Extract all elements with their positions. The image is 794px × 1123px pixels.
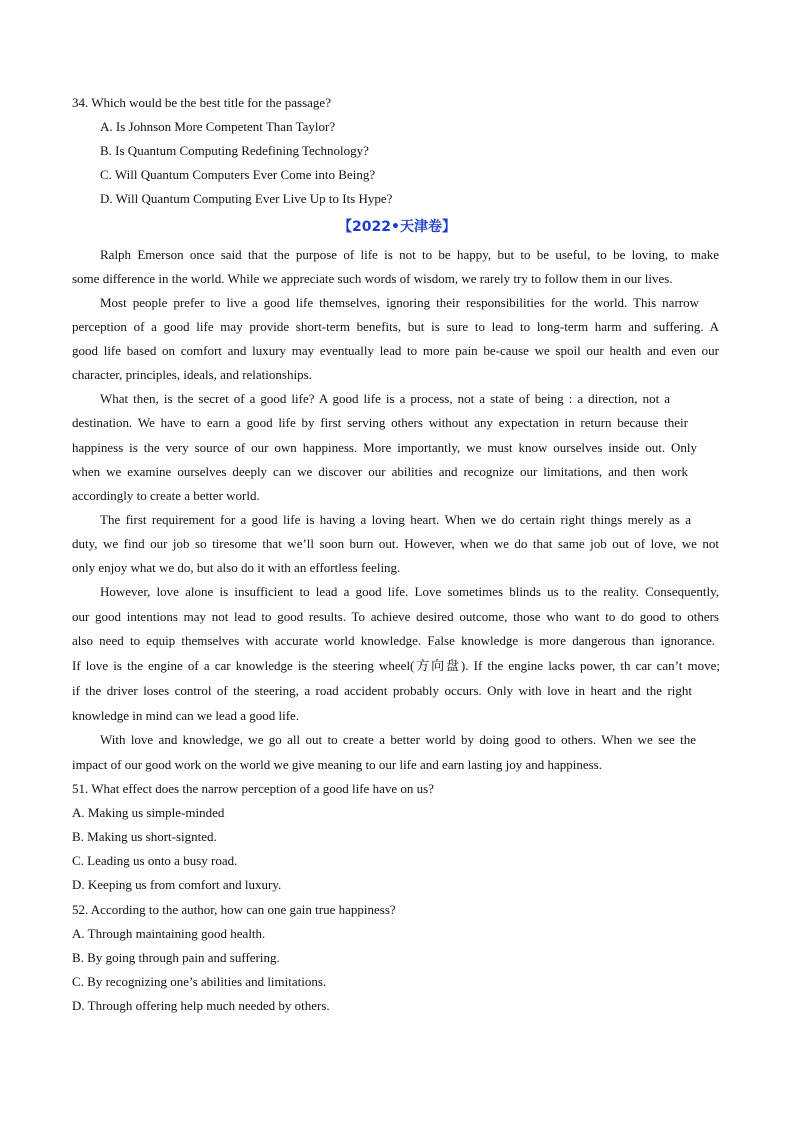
passage-line: What then, is the secret of a good life? A good life is a process, not a state of being : a direction, not a	[100, 391, 670, 406]
q34-stem: 34. Which would be the best title for the passage?	[72, 95, 331, 110]
passage-line: accordingly to create a better world.	[72, 488, 260, 503]
passage-line: Most people prefer to live a good life themselves, ignoring their responsibilities for the world. This narrow	[100, 295, 699, 310]
passage-line: impact of our good work on the world we give meaning to our life and earn lasting joy and happiness.	[72, 757, 602, 772]
q52-stem: 52. According to the author, how can one gain true happiness?	[72, 902, 396, 917]
q51-stem: 51. What effect does the narrow perception of a good life have on us?	[72, 781, 434, 796]
passage-line: However, love alone is insufficient to lead a good life. Love sometimes blinds us to the reality. Consequently,	[100, 584, 719, 599]
passage-line: good life based on comfort and luxury may eventually lead to more pain be-cause we spoil our health and even our	[72, 343, 719, 358]
passage-line: our good intentions may not lead to good results. To achieve desired outcome, those who want to do good to others	[72, 609, 719, 624]
q52-option-a: A. Through maintaining good health.	[72, 926, 266, 941]
q52-option-b: B. By going through pain and suffering.	[72, 950, 280, 965]
passage-line: If love is the engine of a car knowledge is the steering wheel(方向盘). If the engine lacks power, th car can’t move;	[72, 658, 720, 673]
q51-option-c: C. Leading us onto a busy road.	[72, 853, 238, 868]
passage-line: only enjoy what we do, but also do it with an effortless feeling.	[72, 560, 401, 575]
section-heading: 【2022•天津卷】	[338, 219, 456, 235]
passage-line: also need to equip themselves with accurate world knowledge. False knowledge is more dangerous than ignorance.	[72, 633, 715, 648]
passage-line: character, principles, ideals, and relationships.	[72, 367, 312, 382]
passage-line: perception of a good life may provide short-term benefits, but is sure to lead to long-term harm and suffering. A	[72, 319, 719, 334]
q34-option-b: B. Is Quantum Computing Redefining Technology?	[100, 143, 369, 158]
q51-option-d: D. Keeping us from comfort and luxury.	[72, 877, 282, 892]
passage-line: duty, we find our job so tiresome that we’ll soon burn out. However, when we do that same job out of love, we not	[72, 536, 719, 551]
q34-option-a: A. Is Johnson More Competent Than Taylor?	[100, 119, 336, 134]
passage-line: With love and knowledge, we go all out to create a better world by doing good to others. When we see the	[100, 732, 696, 747]
passage-line: when we examine ourselves deeply can we discover our abilities and recognize our limitations, and then work	[72, 464, 688, 479]
passage-line: happiness is the very source of our own happiness. More importantly, we must know ourselves inside out. Only	[72, 440, 697, 455]
q52-option-c: C. By recognizing one’s abilities and limitations.	[72, 974, 327, 989]
passage-line: destination. We have to earn a good life by first serving others without any expectation in return because their	[72, 415, 688, 430]
q51-option-a: A. Making us simple-minded	[72, 805, 225, 820]
passage-line: Ralph Emerson once said that the purpose of life is not to be happy, but to be useful, to be loving, to make	[100, 247, 719, 262]
q34-option-d: D. Will Quantum Computing Ever Live Up to Its Hype?	[100, 191, 393, 206]
passage-line: if the driver loses control of the steering, a road accident probably occurs. Only with love in heart and the right	[72, 683, 692, 698]
passage-line: some difference in the world. While we appreciate such words of wisdom, we rarely try to follow them in our lives.	[72, 271, 673, 286]
passage-line: The first requirement for a good life is having a loving heart. When we do certain right things merely as a	[100, 512, 691, 527]
q51-option-b: B. Making us short-signted.	[72, 829, 217, 844]
passage-line: knowledge in mind can we lead a good life.	[72, 708, 300, 723]
q34-option-c: C. Will Quantum Computers Ever Come into Being?	[100, 167, 376, 182]
q52-option-d: D. Through offering help much needed by others.	[72, 998, 330, 1013]
